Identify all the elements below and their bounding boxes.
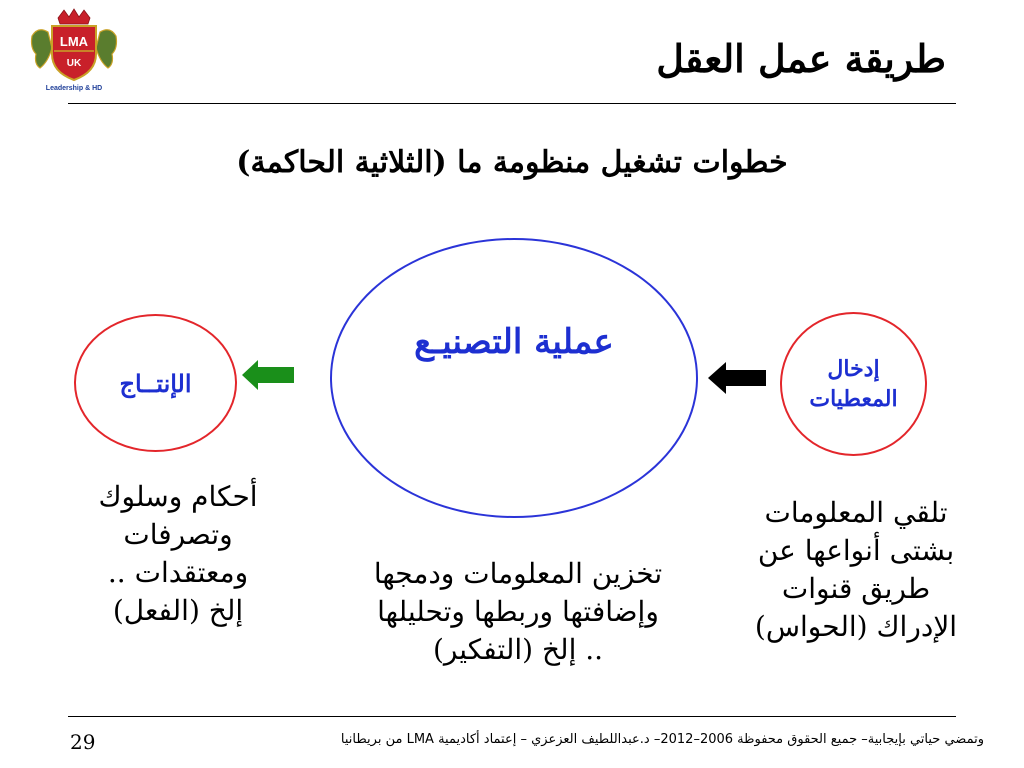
input-label (780, 312, 927, 456)
process-label: عملية التصنيـع (414, 322, 614, 362)
output-description (64, 478, 292, 630)
output-desc-line: إلخ (الفعل) (112, 594, 244, 627)
slide-title: طريقة عمل العقل (656, 36, 946, 81)
input-label-line2: المعطيات (809, 386, 898, 412)
input-desc-line: بشتى أنواعها عن (757, 534, 955, 567)
output-desc-line: أحكام وسلوك (98, 480, 258, 513)
output-desc-line: وتصرفات (123, 518, 233, 551)
input-label-line1: إدخال (827, 356, 880, 382)
process-ellipse (330, 238, 698, 518)
logo-crest-icon (28, 8, 120, 94)
output-desc-line: ومعتقدات .. (107, 556, 249, 589)
slide-subtitle: خطوات تشغيل منظومة ما (الثلاثية الحاكمة) (236, 145, 788, 180)
page-number: 29 (70, 730, 96, 754)
process-desc-line: تخزين المعلومات ودمجها (373, 557, 663, 590)
input-arrow-icon (706, 360, 768, 396)
lma-logo (28, 8, 120, 94)
footer-divider (68, 716, 956, 717)
output-arrow-icon (240, 358, 296, 392)
logo-sub-text: UK (66, 58, 82, 69)
footer-copyright: وتمضي حياتي بإيجابية– جميع الحقوق محفوظة 2006–2012– د.عبداللطيف العزعزي – إعتماد أكاديمية LMA من بريطانيا (340, 732, 984, 747)
process-desc-line: .. إلخ (التفكير) (432, 633, 604, 666)
input-description (718, 494, 994, 646)
title-divider (68, 103, 956, 104)
process-desc-line: وإضافتها وربطها وتحليلها (377, 595, 659, 628)
logo-main-text: LMA (59, 34, 89, 49)
process-description (318, 555, 718, 669)
input-desc-line: طريق قنوات (781, 572, 931, 605)
input-desc-line: الإدراك (الحواس) (754, 610, 958, 643)
input-desc-line: تلقي المعلومات (764, 496, 948, 529)
logo-tagline: Leadership & HD (45, 85, 103, 92)
output-label: الإنتــاج (119, 368, 192, 398)
